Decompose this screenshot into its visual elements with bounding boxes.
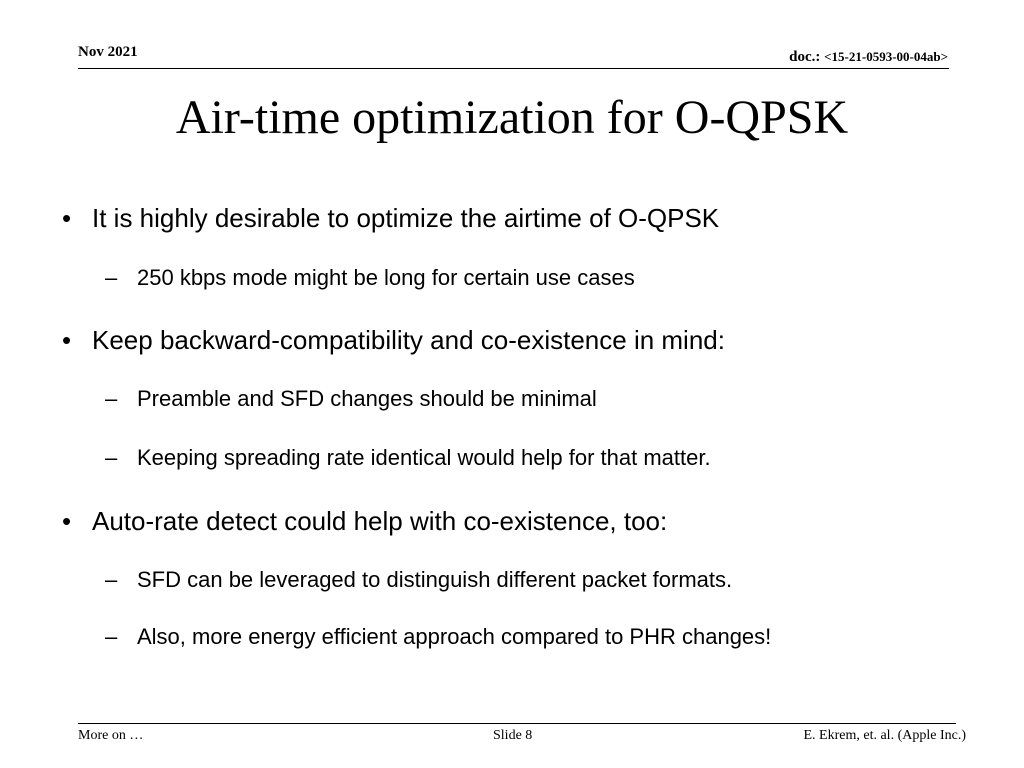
header-doc-id xyxy=(789,49,948,66)
bullet-2-sub-1-text: Preamble and SFD changes should be minimal xyxy=(137,386,597,411)
sub-bullet-marker: – xyxy=(105,265,118,290)
bullet-1-sub-1-text: 250 kbps mode might be long for certain use cases xyxy=(137,265,635,290)
footer-divider xyxy=(78,723,956,724)
footer-author: E. Ekrem, et. al. (Apple Inc.) xyxy=(803,728,966,743)
slide-number: Slide 8 xyxy=(493,728,533,743)
bullet-marker: • xyxy=(62,203,72,233)
bullet-1-text: It is highly desirable to optimize the airtime of O-QPSK xyxy=(92,203,720,233)
header-date: Nov 2021 xyxy=(78,44,138,60)
doc-label: doc.: xyxy=(789,49,825,65)
bullet-1-sub-1 xyxy=(105,264,635,292)
slide-title: Air-time optimization for O-QPSK xyxy=(175,91,849,144)
sub-bullet-marker: – xyxy=(105,567,118,592)
sub-bullet-marker: – xyxy=(105,445,118,470)
bullet-3-sub-2 xyxy=(105,623,771,651)
bullet-2 xyxy=(62,324,725,356)
bullet-3-sub-1-text: SFD can be leveraged to distinguish different packet formats. xyxy=(137,567,733,592)
bullet-1 xyxy=(62,202,719,234)
bullet-2-sub-2-text: Keeping spreading rate identical would help for that matter. xyxy=(137,445,711,470)
bullet-3 xyxy=(62,505,667,537)
bullet-3-text: Auto-rate detect could help with co-existence, too: xyxy=(92,506,668,536)
bullet-3-sub-2-text: Also, more energy efficient approach compared to PHR changes! xyxy=(137,624,772,649)
doc-number: <15-21-0593-00-04ab> xyxy=(824,49,948,64)
bullet-3-sub-1 xyxy=(105,566,732,594)
header-divider xyxy=(78,68,949,69)
sub-bullet-marker: – xyxy=(105,624,118,649)
bullet-2-sub-2 xyxy=(105,444,711,472)
footer-left-text: More on … xyxy=(78,728,144,743)
sub-bullet-marker: – xyxy=(105,386,118,411)
bullet-marker: • xyxy=(62,325,72,355)
bullet-2-text: Keep backward-compatibility and co-existence in mind: xyxy=(92,325,725,355)
bullet-marker: • xyxy=(62,506,72,536)
bullet-2-sub-1 xyxy=(105,385,597,413)
